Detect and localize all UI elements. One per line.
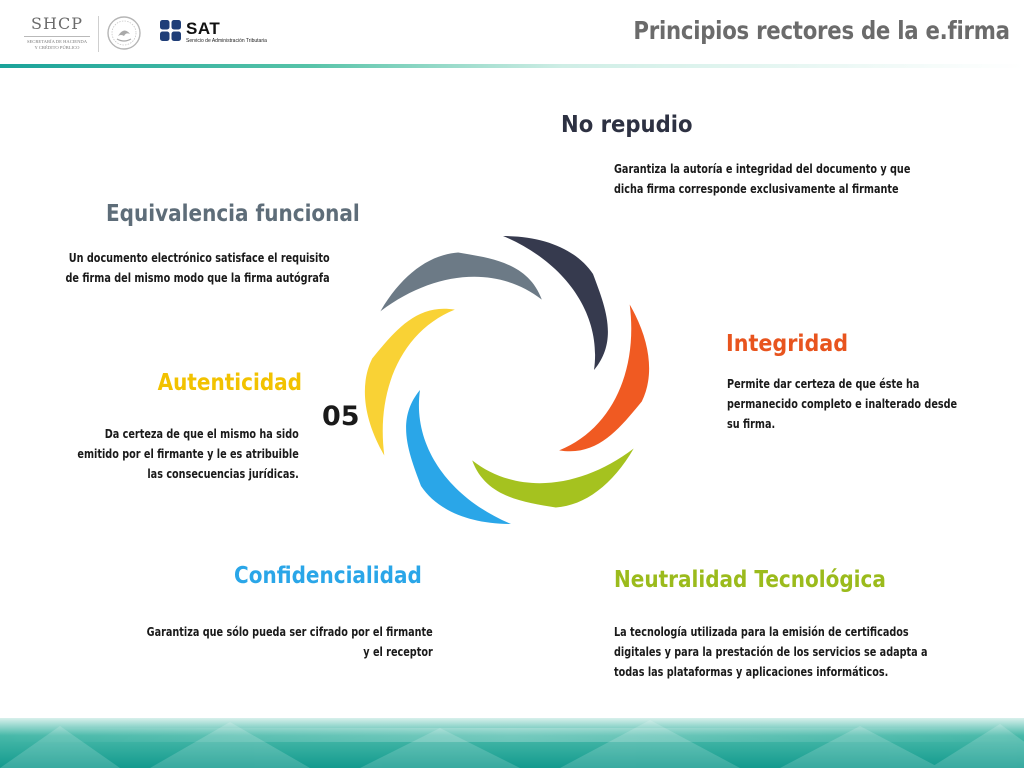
- description-03-line-2: digitales y para la prestación de los servicios se adapta a: [614, 644, 928, 659]
- shcp-logo-title: SHCP: [31, 14, 83, 33]
- petal-number-05: 05: [322, 401, 360, 432]
- description-06-line-1: Un documento electrónico satisface el requisito: [69, 250, 331, 265]
- description-02-line-2: permanecido completo e inalterado desde: [727, 396, 958, 411]
- principle-description-04: [147, 622, 433, 662]
- description-05-line-3: las consecuencias jurídicas.: [147, 466, 299, 481]
- principle-title-04: Confidencialidad: [234, 563, 422, 589]
- description-01-line-1: Garantiza la autoría e integridad del documento y que: [614, 161, 911, 176]
- petal-number-04: 04: [455, 541, 493, 572]
- description-02-line-1: Permite dar certeza de que éste ha: [727, 376, 920, 391]
- sat-logo-word: SAT: [186, 19, 221, 38]
- shcp-logo-subtitle-2: Y CRÉDITO PÚBLICO: [34, 45, 80, 50]
- footer-band: [0, 718, 1024, 768]
- principle-description-05: [78, 424, 299, 484]
- principle-title-05: Autenticidad: [157, 370, 302, 396]
- principle-title-01: No repudio: [561, 112, 693, 138]
- principle-title-06: Equivalencia funcional: [106, 201, 360, 227]
- description-05-line-1: Da certeza de que el mismo ha sido: [104, 426, 299, 441]
- description-04-line-1: Garantiza que sólo pueda ser cifrado por el firmante: [146, 624, 433, 639]
- description-03-line-3: todas las plataformas y aplicaciones informáticos.: [614, 664, 889, 679]
- principle-description-03: [614, 622, 928, 682]
- petal-01: [503, 236, 608, 370]
- description-03-line-1: La tecnología utilizada para la emisión de certificados: [614, 624, 909, 639]
- principle-description-01: [614, 159, 910, 199]
- shcp-logo-subtitle-1: SECRETARÍA DE HACIENDA: [26, 39, 88, 44]
- description-06-line-2: de firma del mismo modo que la firma autógrafa: [65, 270, 330, 285]
- principle-description-02: [727, 374, 957, 434]
- principle-title-02: Integridad: [726, 331, 849, 357]
- sat-logo-subtitle: Servicio de Administración Tributaria: [186, 38, 267, 44]
- description-01-line-2: dicha firma corresponde exclusivamente al firmante: [614, 181, 899, 196]
- description-02-line-3: su firma.: [727, 416, 776, 431]
- principle-description-06: [66, 248, 330, 288]
- description-04-line-2: y el receptor: [363, 644, 433, 659]
- petal-number-03: 03: [603, 497, 641, 528]
- petal-04: [406, 390, 511, 524]
- principle-title-03: Neutralidad Tecnológica: [614, 567, 886, 593]
- page-title: Principios rectores de la e.firma: [633, 16, 1010, 45]
- description-05-line-2: emitido por el firmante y le es atribuible: [77, 446, 299, 461]
- petal-number-02: 02: [666, 337, 704, 368]
- petal-number-06: 06: [377, 247, 415, 278]
- petal-number-01: 01: [533, 199, 571, 230]
